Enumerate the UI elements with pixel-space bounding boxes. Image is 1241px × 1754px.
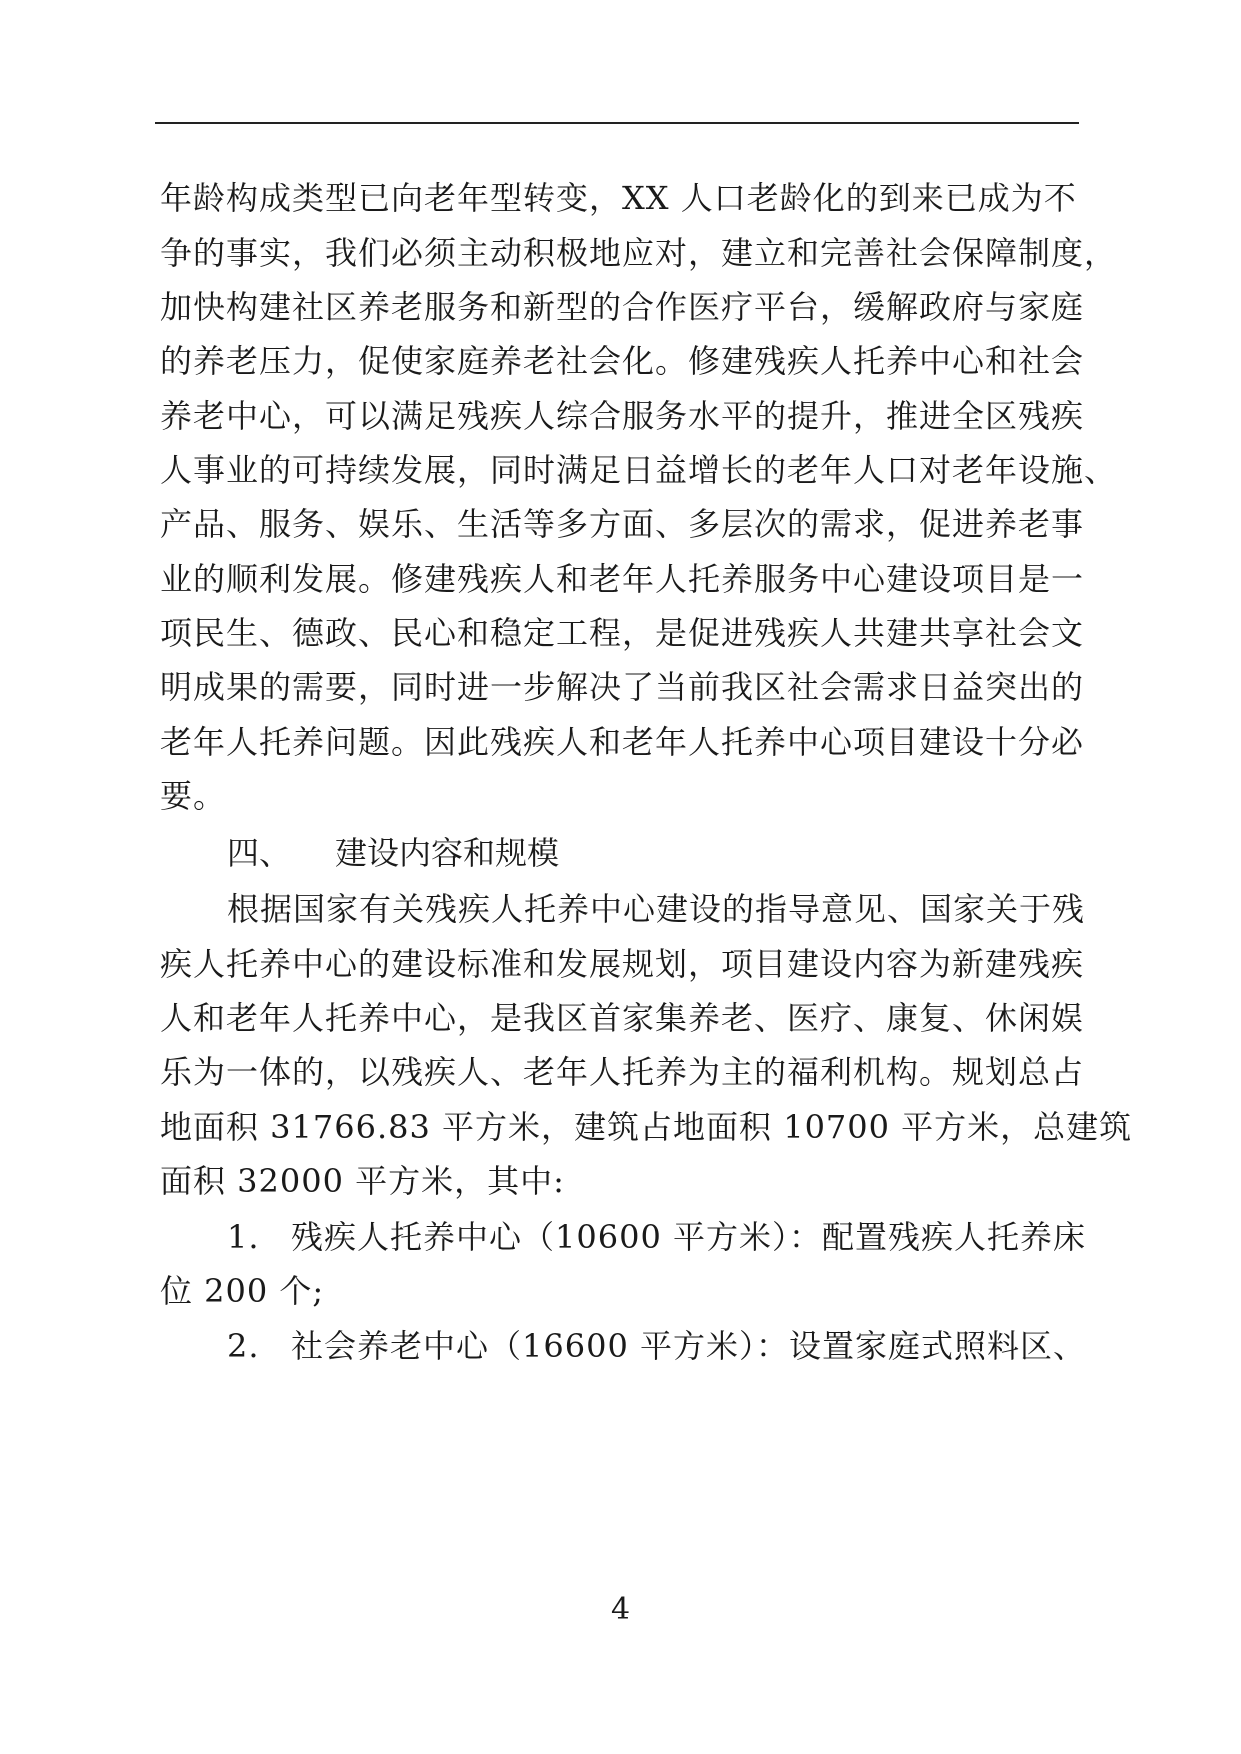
paragraph-line: 地面积 31766.83 平方米，建筑占地面积 10700 平方米，总建筑 (160, 1108, 1133, 1146)
paragraph-line: 养老中心，可以满足残疾人综合服务水平的提升，推进全区残疾 (160, 397, 1085, 435)
list-item-number: 2. (227, 1327, 260, 1365)
paragraph-line: 争的事实，我们必须主动积极地应对，建立和完善社会保障制度， (160, 234, 1118, 272)
paragraph-line: 加快构建社区养老服务和新型的合作医疗平台，缓解政府与家庭 (160, 288, 1085, 326)
list-item-text: 社会养老中心（16600 平方米）：设置家庭式照料区、 (291, 1327, 1086, 1365)
section-heading-number: 四、 (227, 834, 292, 872)
paragraph-line: 产品、服务、娱乐、生活等多方面、多层次的需求，促进养老事 (160, 505, 1085, 543)
list-item (227, 1326, 1086, 1366)
paragraph-line: 人事业的可持续发展，同时满足日益增长的老年人口对老年设施、 (160, 451, 1118, 489)
list-item-continuation: 位 200 个; (160, 1272, 325, 1310)
section-heading-title: 建设内容和规模 (335, 834, 560, 872)
paragraph-line: 项民生、德政、民心和稳定工程，是促进残疾人共建共享社会文 (160, 614, 1085, 652)
section-heading (227, 833, 559, 873)
paragraph-line: 要。 (160, 777, 227, 815)
paragraph-line: 乐为一体的，以残疾人、老年人托养为主的福利机构。规划总占 (160, 1053, 1085, 1091)
paragraph-line: 人和老年人托养中心，是我区首家集养老、医疗、康复、休闲娱 (160, 999, 1085, 1037)
paragraph-line: 根据国家有关残疾人托养中心建设的指导意见、国家关于残 (227, 890, 1086, 928)
paragraph-line: 老年人托养问题。因此残疾人和老年人托养中心项目建设十分必 (160, 723, 1085, 761)
paragraph-line: 的养老压力，促使家庭养老社会化。修建残疾人托养中心和社会 (160, 342, 1085, 380)
paragraph-line: 年龄构成类型已向老年型转变，XX 人口老龄化的到来已成为不 (160, 179, 1077, 217)
paragraph-line: 疾人托养中心的建设标准和发展规划，项目建设内容为新建残疾 (160, 945, 1085, 983)
list-item-number: 1. (227, 1218, 260, 1256)
paragraph-line: 业的顺利发展。修建残疾人和老年人托养服务中心建设项目是一 (160, 560, 1085, 598)
header-rule (155, 122, 1079, 124)
page-number: 4 (610, 1592, 631, 1627)
paragraph-line: 面积 32000 平方米，其中: (160, 1162, 565, 1200)
paragraph-line: 明成果的需要，同时进一步解决了当前我区社会需求日益突出的 (160, 668, 1085, 706)
list-item (227, 1217, 1086, 1257)
list-item-text: 残疾人托养中心（10600 平方米）：配置残疾人托养床 (291, 1218, 1086, 1256)
